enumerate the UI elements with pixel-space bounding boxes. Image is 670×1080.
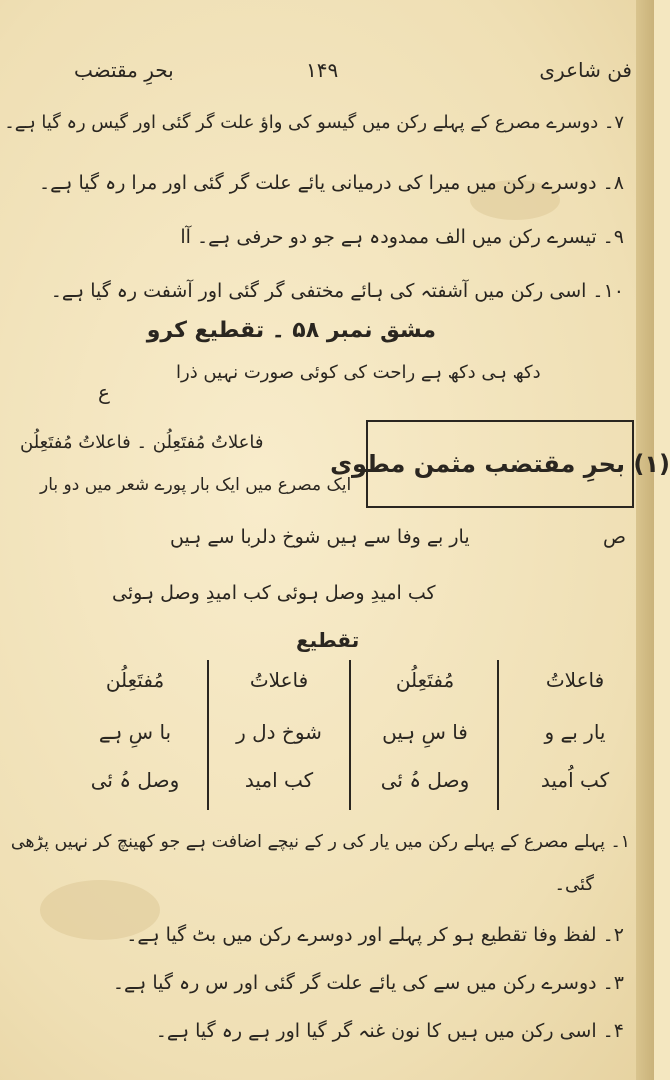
scansion-cell: شوخ دل ر xyxy=(236,720,322,744)
scansion-cell: وصل ہُ ئی xyxy=(90,768,180,792)
note-line: ۴۔ اسی رکن میں ہیں کا نون غنہ گر گیا اور ہے رہ گیا ہے۔ xyxy=(155,1020,624,1042)
meter-note: ایک مصرع میں ایک بار پورے شعر میں دو بار xyxy=(40,475,352,495)
verse-marker: ع xyxy=(98,380,110,404)
note-line: ۱۔ پہلے مصرع کے پہلے رکن میں یار کی ر کے نیچے اضافت ہے جو کھینچ کر نہیں پڑھی xyxy=(10,832,630,852)
scansion-heading: تقطیع xyxy=(296,628,360,652)
page-number: ۱۴۹ xyxy=(306,58,339,82)
note-line: گئی۔ xyxy=(554,874,594,895)
scansion-cell: کب امید xyxy=(244,768,314,792)
note-line: ۳۔ دوسرے رکن میں سے کی یائے علت گر گئی اور س رہ گیا ہے۔ xyxy=(112,972,624,994)
example-line-2: کب امیدِ وصل ہوئی کب امیدِ وصل ہوئی xyxy=(112,582,436,604)
scansion-cell: فا سِ ہیں xyxy=(382,720,468,744)
note-line: ۹۔ تیسرے رکن میں الف ممدودہ ہے جو دو حرفی ہے۔ آا xyxy=(180,226,624,248)
scansion-cell: وصل ہُ ئی xyxy=(380,768,470,792)
scansion-cell: با سِ ہے xyxy=(98,720,172,744)
meter-title: (۱) بحرِ مقتضب مثمن مطوی xyxy=(330,450,670,478)
exercise-heading: مشق نمبر ۵۸ ۔ تقطیع کرو xyxy=(146,318,436,343)
page-binding-edge xyxy=(636,0,654,1080)
note-line: ۷۔ دوسرے مصرع کے پہلے رکن میں گیسو کی واؤ علت گر گئی اور گیس رہ گیا ہے۔ xyxy=(4,112,624,133)
exercise-verse: دکھ ہی دکھ ہے راحت کی کوئی صورت نہیں ذرا xyxy=(176,362,541,383)
note-line: ۸۔ دوسرے رکن میں میرا کی درمیانی یائے علت گر گئی اور مرا رہ گیا ہے۔ xyxy=(39,172,624,194)
note-line: ۱۰۔ اسی رکن میں آشفتہ کی ہائے مختفی گر گئی اور آشفت رہ گیا ہے۔ xyxy=(50,280,624,302)
scansion-cell: کب اُمید xyxy=(540,768,610,792)
scansion-cell: یار بے و xyxy=(544,720,606,744)
scansion-foot: فاعلاتُ xyxy=(249,668,309,692)
column-divider xyxy=(349,660,351,810)
example-line-1: یار بے وفا سے ہیں شوخ دلربا سے ہیں xyxy=(170,526,470,548)
meter-title-box xyxy=(330,420,670,508)
note-line: ۲۔ لفظ وفا تقطیع ہو کر پہلے اور دوسرے رکن میں بٹ گیا ہے۔ xyxy=(126,924,624,946)
column-divider xyxy=(497,660,499,810)
meter-feet: فاعلاتُ مُفتَعِلُن ۔ فاعلاتُ مُفتَعِلُن xyxy=(20,432,264,453)
book-title: فن شاعری xyxy=(539,58,632,82)
chapter-title: بحرِ مقتضب xyxy=(74,58,174,82)
scansion-foot: مُفتَعِلُن xyxy=(105,668,165,692)
example-marker: ص xyxy=(603,526,626,548)
column-divider xyxy=(207,660,209,810)
scansion-foot: مُفتَعِلُن xyxy=(395,668,455,692)
scansion-foot: فاعلاتُ xyxy=(545,668,605,692)
